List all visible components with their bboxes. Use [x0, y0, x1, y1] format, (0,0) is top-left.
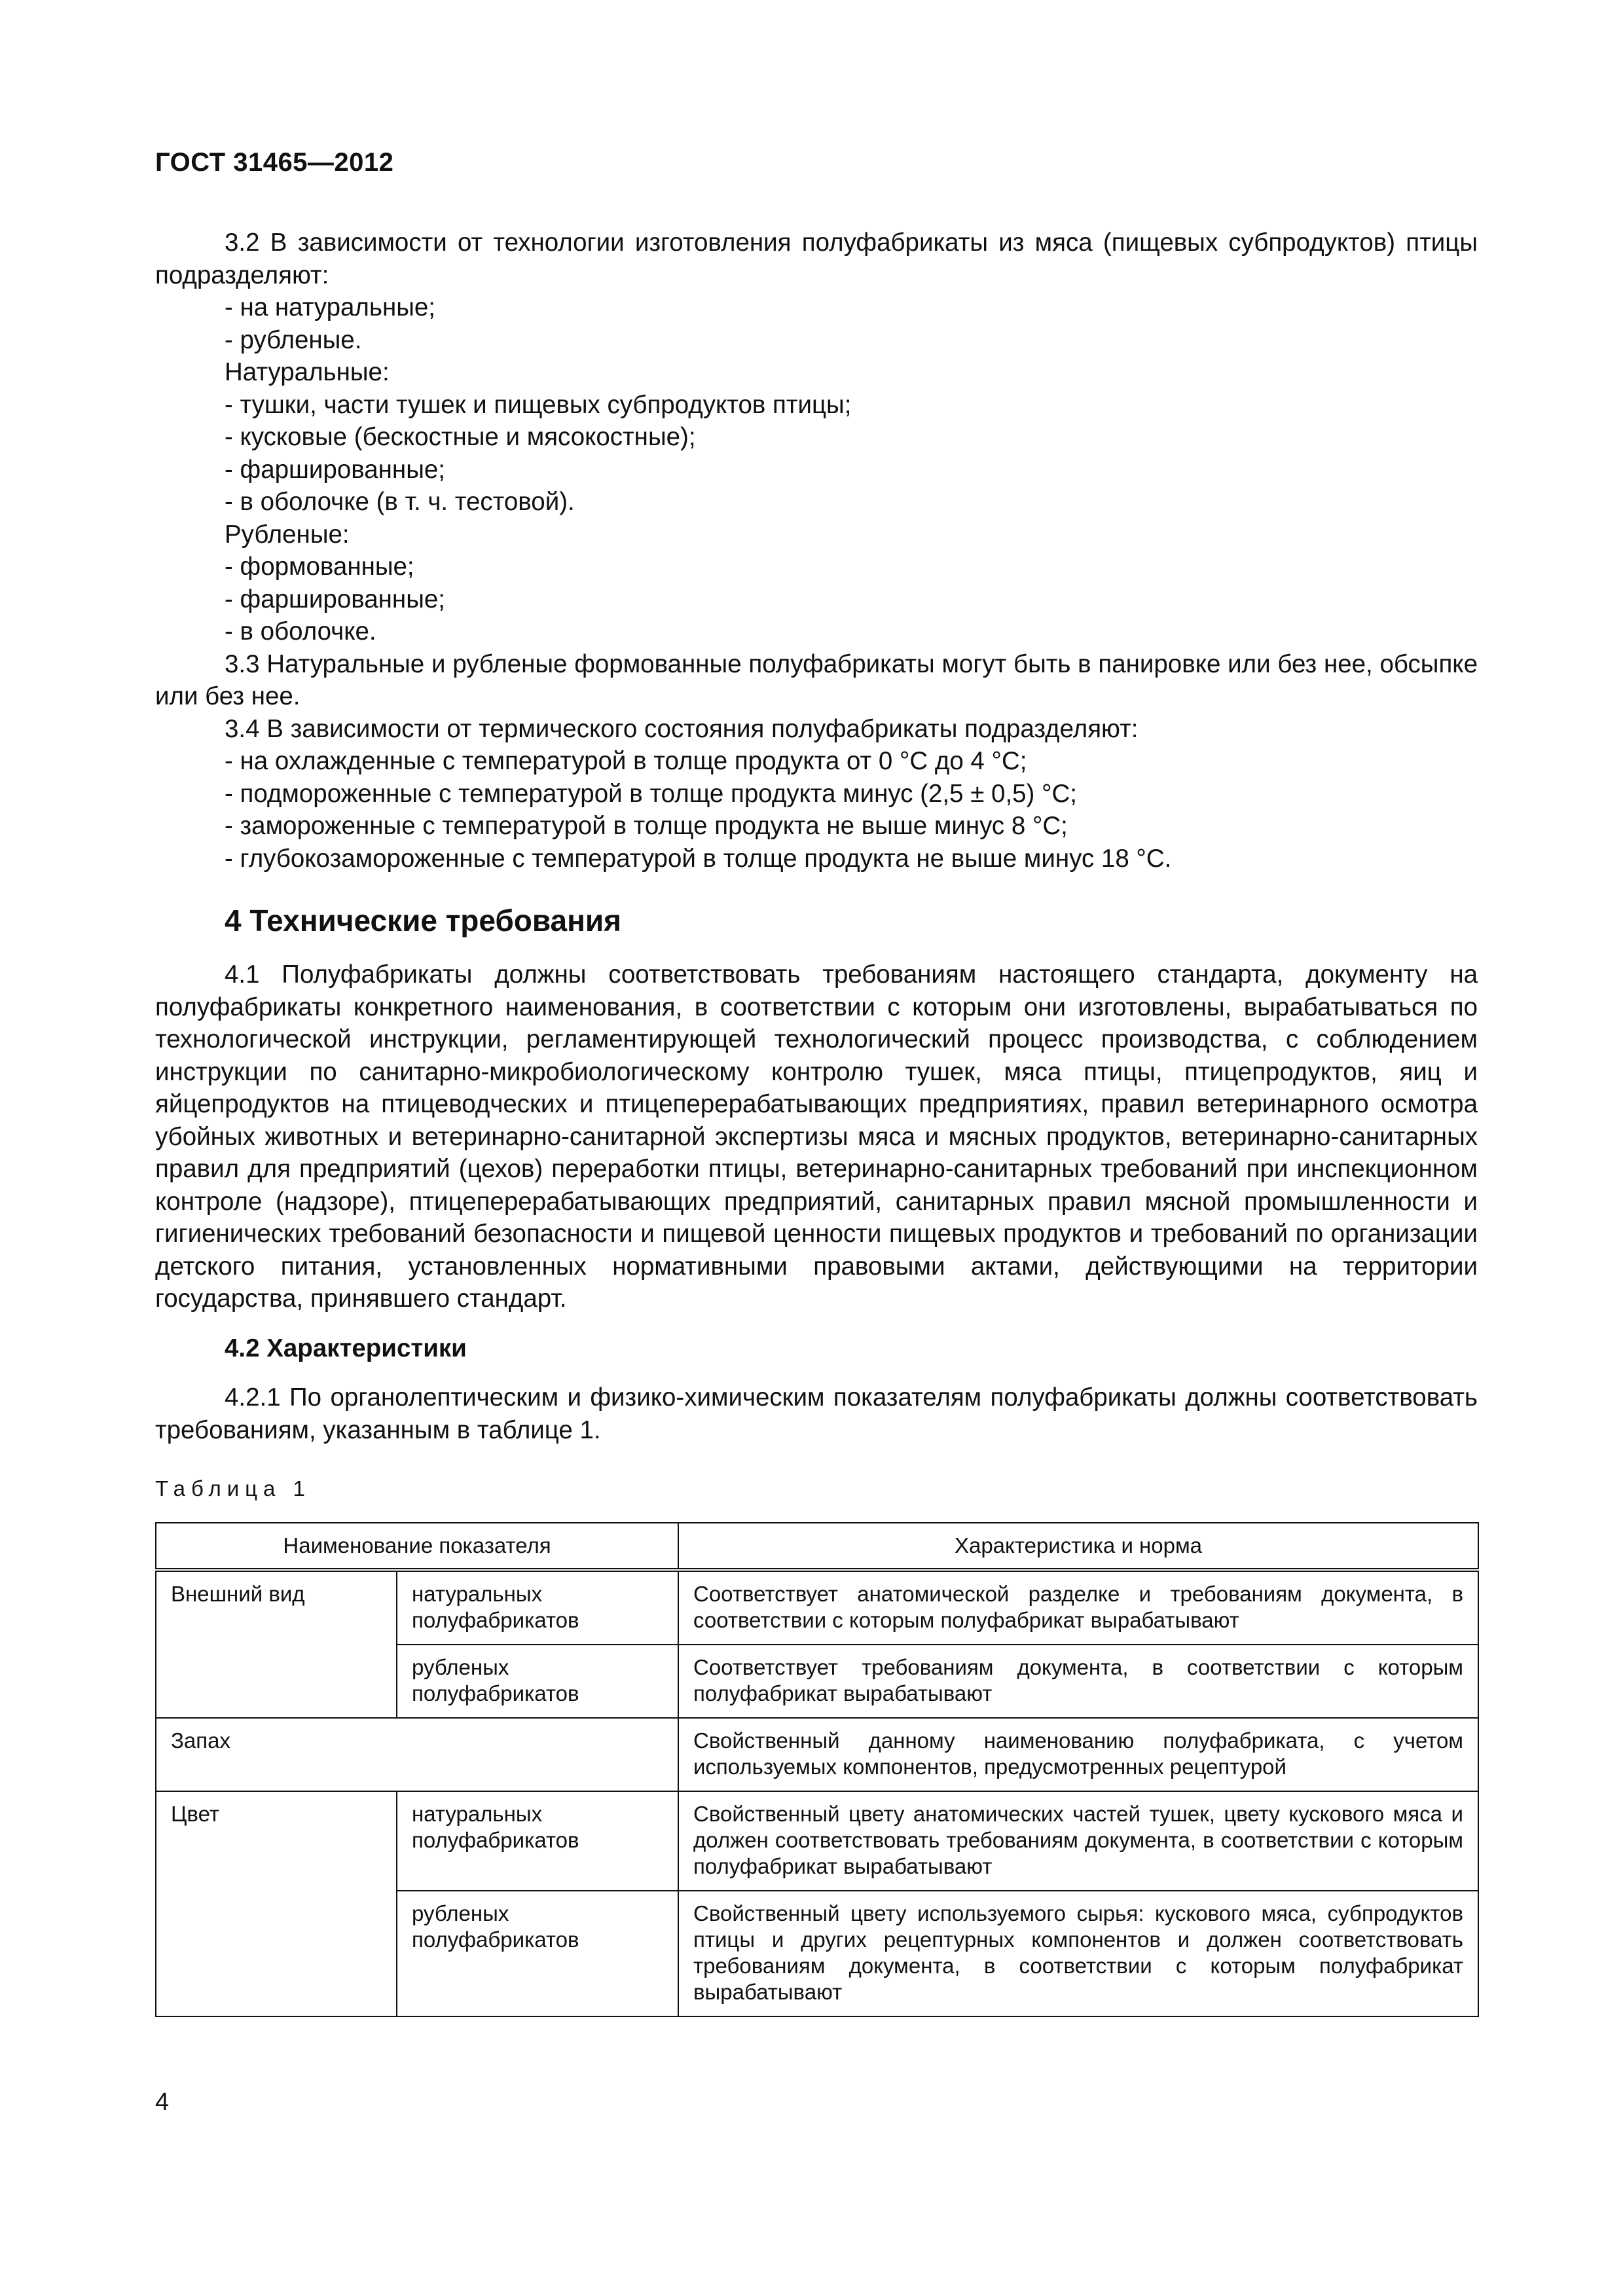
natural-label: Натуральные: — [225, 358, 390, 386]
list-item: - фаршированные; — [225, 455, 445, 484]
row-label-color: Цвет — [156, 1791, 397, 2016]
table-caption: Таблица 1 — [155, 1476, 311, 1501]
list-item: - на охлажденные с температурой в толще продукта от 0 °С до 4 °С; — [225, 747, 1027, 775]
paragraph-3-2: 3.2 В зависимости от технологии изготовления полуфабрикаты из мяса (пищевых субпродуктов) птицы подразделяют: — [155, 228, 1478, 289]
characteristics-table — [155, 1522, 1479, 2017]
row-sublabel: натуральных полуфабрикатов — [397, 1791, 678, 1891]
list-item: - в оболочке (в т. ч. тестовой). — [225, 488, 575, 516]
subsection-title: 4.2 Характеристики — [225, 1334, 467, 1362]
list-item: - фаршированные; — [225, 585, 445, 613]
list-item: - рубленые. — [225, 325, 362, 354]
header-indicator: Наименование показателя — [156, 1523, 678, 1570]
paragraph-4-1: 4.1 Полуфабрикаты должны соответствовать требованиям настоящего стандарта, документу на полуфабрикаты конкретного наименования, в соответствии с которым они изготовлены, вырабатываться по технологической инструкции, регламентирующей технологический процесс производства, с соблюдением инструкции по санитарно-микробиологическому контролю тушек, мяса птицы, птицепродуктов, яиц и яйцепродуктов на птицеводческих и птицеперерабатывающих предприятиях, правил ветеринарного осмотра убойных животных и ветеринарно-санитарной экспертизы мяса и мясных продуктов, ветеринарно-санитарных правил для предприятий (цехов) переработки птицы, ветеринарно-санитарных требований при инспекционном контроле (надзоре), птицеперерабатывающих предприятий, санитарных правил мясной промышленности и гигиенических требований безопасности и пищевой ценности пищевых продуктов и требований по организации детского питания, установленных нормативными правовыми актами, действующими на территории государства, принявшего стандарт. — [155, 960, 1478, 1313]
paragraph-3-3: 3.3 Натуральные и рубленые формованные полуфабрикаты могут быть в панировке или без нее, обсыпке или без нее. — [155, 649, 1478, 710]
row-sublabel: натуральных полуфабрикатов — [397, 1570, 678, 1645]
list-item: - кусковые (бескостные и мясокостные); — [225, 423, 696, 451]
row-value: Свойственный цвету используемого сырья: кускового мяса, субпродуктов птицы и других рецептурных компонентов и должен соответствовать требованиям документа, в соответствии с которым полуфабрикат вырабатывают — [678, 1891, 1478, 2016]
list-item: - глубокозамороженные с температурой в толще продукта не выше минус 18 °С. — [225, 844, 1172, 873]
row-sublabel: рубленых полуфабрикатов — [397, 1645, 678, 1718]
row-label-smell: Запах — [156, 1718, 678, 1791]
list-item: - формованные; — [225, 553, 414, 581]
document-body — [155, 227, 1478, 2017]
list-item: - подмороженные с температурой в толще продукта минус (2,5 ± 0,5) °С; — [225, 779, 1077, 808]
list-item: - в оболочке. — [225, 617, 376, 646]
table-row — [156, 1718, 1478, 1791]
list-item: - замороженные с температурой в толще продукта не выше минус 8 °С; — [225, 812, 1068, 840]
list-item: - на натуральные; — [225, 293, 435, 321]
section-title: 4 Технические требования — [225, 903, 621, 938]
paragraph-3-4: 3.4 В зависимости от термического состояния полуфабрикаты подразделяют: — [225, 714, 1139, 743]
row-sublabel: рубленых полуфабрикатов — [397, 1891, 678, 2016]
list-item: - тушки, части тушек и пищевых субпродуктов птицы; — [225, 390, 852, 419]
chopped-label: Рубленые: — [225, 520, 350, 549]
row-value: Свойственный цвету анатомических частей тушек, цвету кускового мяса и должен соответствовать требованиям документа, в соответствии с которым полуфабрикат вырабатывают — [678, 1791, 1478, 1891]
row-value: Соответствует требованиям документа, в соответствии с которым полуфабрикат вырабатывают — [678, 1645, 1478, 1718]
paragraph-4-2-1: 4.2.1 По органолептическим и физико-химическим показателям полуфабрикаты должны соответствовать требованиям, указанным в таблице 1. — [155, 1383, 1478, 1444]
header-norm: Характеристика и норма — [678, 1523, 1478, 1570]
row-value: Свойственный данному наименованию полуфабриката, с учетом используемых компонентов, предусмотренных рецептурой — [678, 1718, 1478, 1791]
table-row — [156, 1791, 1478, 1891]
page-number: 4 — [155, 2088, 170, 2116]
table-header-row — [156, 1523, 1478, 1570]
table-row — [156, 1570, 1478, 1645]
document-code: ГОСТ 31465—2012 — [155, 148, 394, 177]
row-label-appearance: Внешний вид — [156, 1570, 397, 1718]
row-value: Соответствует анатомической разделке и требованиям документа, в соответствии с которым полуфабрикат вырабатывают — [678, 1570, 1478, 1645]
